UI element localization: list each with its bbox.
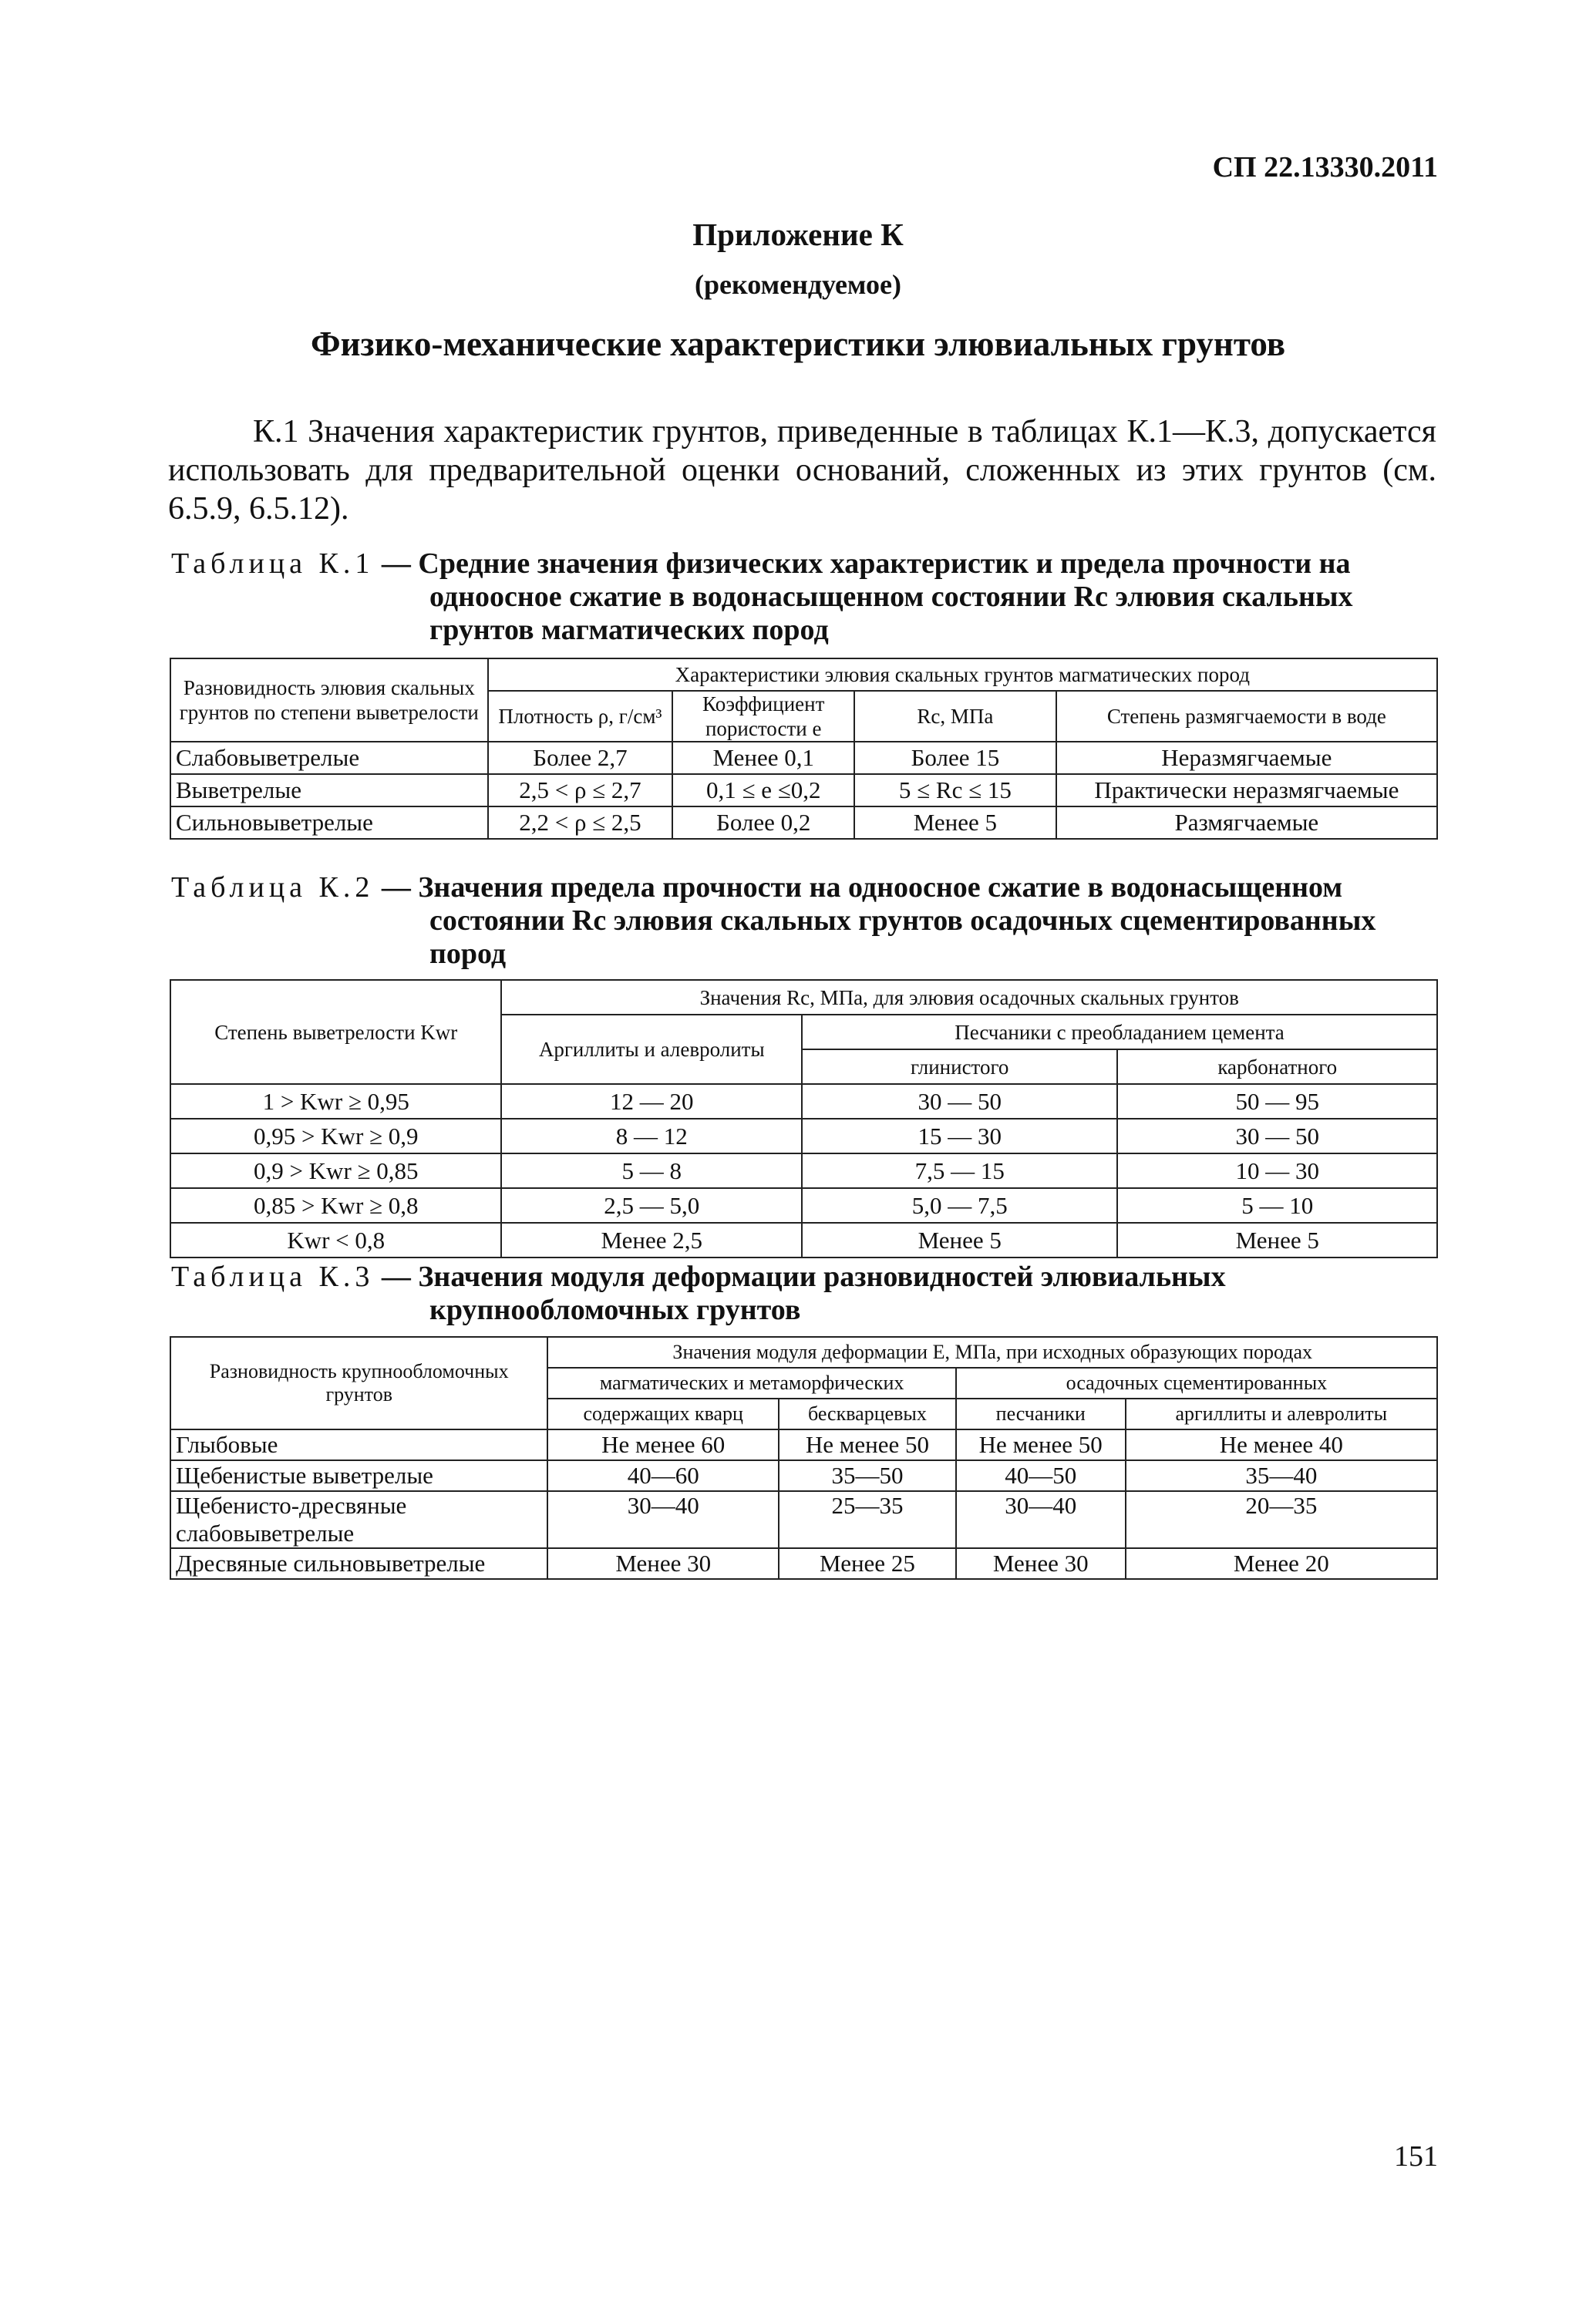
- t2-cell: 12 — 20: [501, 1084, 802, 1119]
- t1-cell: Менее 5: [854, 806, 1056, 839]
- t1-head-variety: Разновидность элювия скальных грунтов по степени выветрелости: [170, 658, 488, 742]
- table-row: [170, 806, 1437, 839]
- t3-cell: 35—40: [1126, 1460, 1437, 1491]
- t1-cell: Слабовыветрелые: [170, 742, 488, 774]
- table3-caption-line1: — Значения модуля деформации разновидностей элювиальных: [374, 1261, 1226, 1293]
- t3-head-noquartz: бескварцевых: [779, 1399, 956, 1429]
- appendix-heading: Физико-механические характеристики элювиальных грунтов: [310, 325, 1286, 363]
- t3-cell: Щебенисто-дресвяные слабовыветрелые: [170, 1491, 547, 1548]
- page-number: 151: [1394, 2140, 1438, 2173]
- t3-cell: 40—50: [956, 1460, 1126, 1491]
- table1-caption-label: Таблица К.1: [171, 547, 375, 580]
- standard-code: СП 22.13330.2011: [1212, 151, 1438, 183]
- table-row: [170, 1188, 1437, 1223]
- table-row: [170, 1491, 1437, 1548]
- t2-head-sandstones: Песчаники с преобладанием цемента: [802, 1015, 1437, 1049]
- t2-head-argillites: Аргиллиты и алевролиты: [501, 1015, 802, 1084]
- table2-caption-line3: пород: [429, 938, 507, 970]
- t3-cell: 35—50: [779, 1460, 956, 1491]
- appendix-title: Приложение К: [692, 217, 904, 252]
- t1-cell: Размягчаемые: [1056, 806, 1437, 839]
- t3-cell: Не менее 60: [547, 1429, 779, 1460]
- table-row: [170, 742, 1437, 774]
- table-row: [170, 1084, 1437, 1119]
- t2-cell: Kwr < 0,8: [170, 1223, 501, 1258]
- t3-head-sedimentary: осадочных сцементированных: [956, 1368, 1437, 1399]
- t3-cell: Менее 20: [1126, 1548, 1437, 1579]
- t1-head-rc: Rc, МПа: [854, 691, 1056, 742]
- t2-head-group: Значения Rc, МПа, для элювия осадочных скальных грунтов: [501, 980, 1437, 1015]
- table-row: [170, 1119, 1437, 1153]
- table3-caption-line2: крупнообломочных грунтов: [429, 1294, 801, 1326]
- intro-paragraph: К.1 Значения характеристик грунтов, приведенные в таблицах К.1—К.3, допускается использовать для предварительной оценки оснований, сложенных из этих грунтов (см. 6.5.9, 6.5.12).: [168, 414, 1436, 527]
- table1-caption-line2: одноосное сжатие в водонасыщенном состоянии Rc элювия скальных: [429, 581, 1353, 613]
- table2-caption: [171, 871, 1436, 971]
- t2-cell: 2,5 — 5,0: [501, 1188, 802, 1223]
- t3-head-variety: Разновидность крупнообломочных грунтов: [170, 1337, 547, 1429]
- t1-head-softening: Степень размягчаемости в воде: [1056, 691, 1437, 742]
- t2-cell: 0,95 > Kwr ≥ 0,9: [170, 1119, 501, 1153]
- t2-head-degree: Степень выветрелости Kwr: [170, 980, 501, 1084]
- t1-head-group: Характеристики элювия скальных грунтов магматических пород: [488, 658, 1437, 691]
- t3-cell: 30—40: [956, 1491, 1126, 1548]
- t3-cell: Менее 30: [956, 1548, 1126, 1579]
- t3-cell: 25—35: [779, 1491, 956, 1548]
- t1-cell: 0,1 ≤ e ≤0,2: [672, 774, 854, 806]
- table2-caption-line2: состоянии Rc элювия скальных грунтов осадочных сцементированных: [429, 904, 1376, 937]
- t2-cell: 30 — 50: [802, 1084, 1117, 1119]
- table3-caption: [171, 1261, 1436, 1327]
- t1-cell: 5 ≤ Rc ≤ 15: [854, 774, 1056, 806]
- t3-head-quartz: содержащих кварц: [547, 1399, 779, 1429]
- table1-caption-line1: — Средние значения физических характеристик и предела прочности на: [374, 547, 1351, 580]
- t2-cell: 5 — 8: [501, 1153, 802, 1188]
- t1-cell: Выветрелые: [170, 774, 488, 806]
- t1-head-porosity: Коэффициент пористости e: [672, 691, 854, 742]
- t3-cell: Не менее 40: [1126, 1429, 1437, 1460]
- t3-cell: Дресвяные сильновыветрелые: [170, 1548, 547, 1579]
- t3-cell: 30—40: [547, 1491, 779, 1548]
- t2-cell: 30 — 50: [1117, 1119, 1437, 1153]
- t2-cell: 50 — 95: [1117, 1084, 1437, 1119]
- t2-cell: 0,9 > Kwr ≥ 0,85: [170, 1153, 501, 1188]
- t2-cell: 0,85 > Kwr ≥ 0,8: [170, 1188, 501, 1223]
- t1-head-density: Плотность ρ, г/см³: [488, 691, 673, 742]
- t3-cell: Не менее 50: [956, 1429, 1126, 1460]
- t3-cell: 20—35: [1126, 1491, 1437, 1548]
- t1-cell: Более 0,2: [672, 806, 854, 839]
- t2-cell: 8 — 12: [501, 1119, 802, 1153]
- t3-cell: Не менее 50: [779, 1429, 956, 1460]
- t1-cell: 2,2 < ρ ≤ 2,5: [488, 806, 673, 839]
- table3: [170, 1336, 1438, 1580]
- t1-cell: Более 2,7: [488, 742, 673, 774]
- table-row: [170, 1548, 1437, 1579]
- table-row: [170, 1460, 1437, 1491]
- t3-head-igneous: магматических и метаморфических: [547, 1368, 955, 1399]
- t2-head-clay: глинистого: [802, 1049, 1117, 1084]
- t3-cell: 40—60: [547, 1460, 779, 1491]
- table2: [170, 979, 1438, 1258]
- t2-cell: 7,5 — 15: [802, 1153, 1117, 1188]
- t3-cell: Менее 30: [547, 1548, 779, 1579]
- t1-cell: Более 15: [854, 742, 1056, 774]
- t2-cell: Менее 5: [1117, 1223, 1437, 1258]
- table-row: [170, 1223, 1437, 1258]
- t2-head-carbonate: карбонатного: [1117, 1049, 1437, 1084]
- table2-caption-line1: — Значения предела прочности на одноосное сжатие в водонасыщенном: [374, 871, 1343, 904]
- table-row: [170, 1429, 1437, 1460]
- t3-head-sandstones: песчаники: [956, 1399, 1126, 1429]
- t1-cell: Неразмягчаемые: [1056, 742, 1437, 774]
- t3-head-group: Значения модуля деформации E, МПа, при исходных образующих породах: [547, 1337, 1437, 1368]
- table-row: [170, 774, 1437, 806]
- t1-cell: Менее 0,1: [672, 742, 854, 774]
- t3-cell: Глыбовые: [170, 1429, 547, 1460]
- t1-cell: Сильновыветрелые: [170, 806, 488, 839]
- t2-cell: 15 — 30: [802, 1119, 1117, 1153]
- t2-cell: 10 — 30: [1117, 1153, 1437, 1188]
- t3-head-argillites: аргиллиты и алевролиты: [1126, 1399, 1437, 1429]
- t2-cell: 5 — 10: [1117, 1188, 1437, 1223]
- table-row: [170, 1153, 1437, 1188]
- table1: [170, 658, 1438, 840]
- t2-cell: 5,0 — 7,5: [802, 1188, 1117, 1223]
- t1-cell: 2,5 < ρ ≤ 2,7: [488, 774, 673, 806]
- t1-cell: Практически неразмягчаемые: [1056, 774, 1437, 806]
- table1-caption-line3: грунтов магматических пород: [429, 614, 829, 646]
- table3-caption-label: Таблица К.3: [171, 1261, 375, 1293]
- t3-cell: Щебенистые выветрелые: [170, 1460, 547, 1491]
- t3-cell: Менее 25: [779, 1548, 956, 1579]
- t2-cell: 1 > Kwr ≥ 0,95: [170, 1084, 501, 1119]
- t2-cell: Менее 2,5: [501, 1223, 802, 1258]
- appendix-subtitle: (рекомендуемое): [695, 269, 901, 300]
- table2-caption-label: Таблица К.2: [171, 871, 375, 904]
- table1-caption: [171, 547, 1436, 647]
- t2-cell: Менее 5: [802, 1223, 1117, 1258]
